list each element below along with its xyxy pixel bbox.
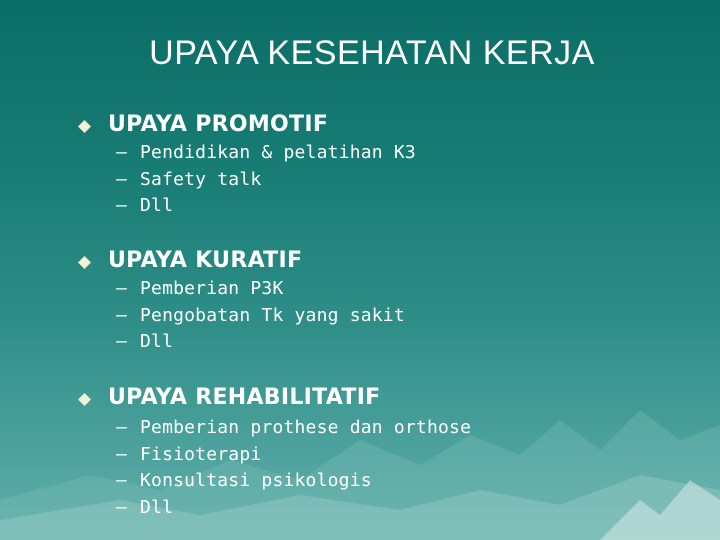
section-kuratif (78, 248, 698, 358)
list-item-text: Pengobatan Tk yang sakit (140, 304, 405, 326)
list-item-text: Dll (140, 496, 174, 518)
sub-list (116, 415, 471, 521)
list-item-text: Pemberian prothese dan orthose (140, 417, 472, 438)
section-heading: UPAYA KURATIF (108, 248, 303, 273)
dash-marker: – (116, 470, 128, 491)
list-item-text: Fisioterapi (140, 443, 262, 465)
list-item-text: Pendidikan & pelatihan K3 (140, 142, 416, 163)
sub-list (116, 276, 405, 356)
diamond-bullet-icon (78, 256, 91, 269)
list-item (116, 140, 416, 167)
list-item (116, 167, 416, 194)
diamond-bullet-icon (78, 120, 91, 133)
list-item (116, 495, 471, 522)
list-item (116, 329, 405, 356)
list-item (116, 276, 405, 303)
section-heading: UPAYA PROMOTIF (108, 112, 329, 137)
list-item (116, 442, 471, 469)
section-heading: UPAYA REHABILITATIF (108, 385, 381, 410)
dash-marker: – (116, 142, 128, 163)
list-item (116, 468, 471, 495)
list-item (116, 303, 405, 330)
list-item-text: Dll (140, 195, 174, 216)
list-item-text: Safety talk (140, 168, 262, 190)
list-item (116, 193, 416, 220)
section-promotif (78, 112, 698, 222)
dash-marker: – (116, 304, 128, 326)
dash-marker: – (116, 443, 128, 465)
dash-marker: – (116, 331, 128, 352)
dash-marker: – (116, 168, 128, 190)
list-item (116, 415, 471, 442)
list-item-text: Dll (140, 331, 174, 352)
section-rehabilitatif (78, 385, 698, 525)
dash-marker: – (116, 195, 128, 216)
list-item-text: Pemberian P3K (140, 278, 284, 299)
dash-marker: – (116, 278, 128, 299)
slide-title: UPAYA KESEHATAN KERJA (149, 34, 595, 72)
diamond-bullet-icon (78, 393, 91, 406)
dash-marker: – (116, 417, 128, 438)
sub-list (116, 140, 416, 220)
dash-marker: – (116, 496, 128, 518)
list-item-text: Konsultasi psikologis (140, 470, 372, 491)
